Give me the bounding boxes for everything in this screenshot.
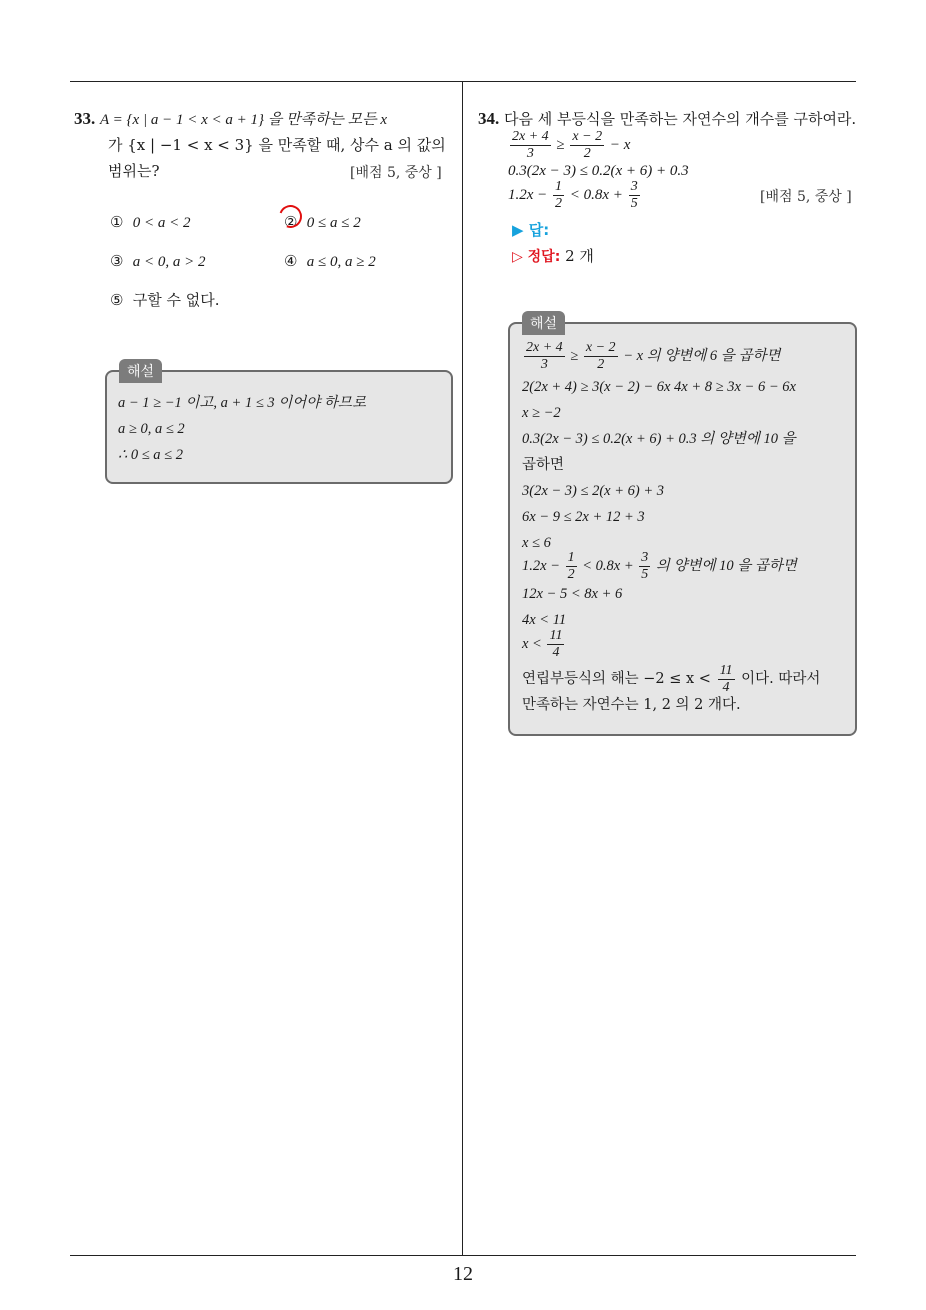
frac-denominator: 2 [567,567,575,583]
answer-label: ▶ 답: [512,221,550,239]
correct-label: ▷ 정답: [512,249,561,265]
page-number: 12 [453,1263,473,1285]
q33-text-1: A = {x | a − 1 < x < a + 1} 을 만족하는 모든 x [100,112,388,128]
frac-numerator: 3 [641,550,649,566]
frac-denominator: 4 [552,645,560,661]
frac-numerator: 11 [719,662,733,678]
choice-mark: ⑤ [110,291,124,309]
frac-denominator: 2 [583,146,591,162]
q33-solution-line-1: a − 1 ≥ −1 이고, a + 1 ≤ 3 이어야 하므로 [118,395,366,411]
q34-solution-tag: 해설 [522,311,565,335]
q33-line-1 [74,109,387,130]
frac-denominator: 3 [526,146,534,162]
q33-number: 33. [74,109,96,128]
ineq-pre: x < [522,636,542,652]
column-divider [462,82,463,1256]
choice-text: a < 0, a > 2 [132,254,206,270]
q33-solution-tag: 해설 [119,359,162,383]
choice-mark: ④ [284,252,298,270]
frac-numerator: 3 [630,179,638,195]
q34-sol-line-3: x ≥ −2 [522,405,561,421]
choice-text: 0 < a < 2 [132,215,191,231]
ineq-pre: 1.2x − [522,558,560,574]
frac-denominator: 3 [540,357,548,373]
ineq-op: < 0.8x + [569,187,623,203]
frac-numerator: 1 [555,179,563,195]
frac-denominator: 5 [630,196,638,212]
frac-denominator: 5 [641,567,649,583]
choice-text: a ≤ 0, a ≥ 2 [306,254,376,270]
top-rule [70,81,856,82]
q34-sol-line-4: 0.3(2x − 3) ≤ 0.2(x + 6) + 0.3 의 양변에 10 을 [522,431,796,447]
q34-sol-line-5: 곱하면 [522,457,565,473]
q34-number: 34. [478,109,500,128]
choice-mark: ② [284,213,298,231]
q33-solution-line-3: ∴ 0 ≤ a ≤ 2 [118,447,184,463]
ineq-tail: − x [609,137,631,153]
q34-sol-line-6: 3(2x − 3) ≤ 2(x + 6) + 3 [522,483,664,499]
q33-choice-4[interactable] [284,252,376,271]
q34-score: [배점 5, 중상 ] [760,189,852,205]
q34-sol-line-12 [522,627,566,661]
q34-sol-line-8: x ≤ 6 [522,535,551,551]
bottom-rule [70,1255,856,1256]
q34-sol-line-1 [522,339,780,373]
q33-choice-5[interactable] [110,289,220,310]
q34-sol-line-7: 6x − 9 ≤ 2x + 12 + 3 [522,509,645,525]
frac-numerator: x − 2 [585,340,616,356]
choice-mark: ③ [110,252,124,270]
q34-title: 다음 세 부등식을 만족하는 자연수의 개수를 구하여라. [504,110,857,128]
q34-answer-row[interactable] [512,220,549,240]
q33-choice-1[interactable] [110,213,191,232]
q34-correct-row [512,246,594,267]
sol-tail: 의 양변에 10 을 곱하면 [655,558,797,574]
q34-sol-line-13 [522,662,820,696]
frac-numerator: x − 2 [572,129,603,145]
correct-value: 2 개 [565,247,594,265]
sol-tail: 이다. 따라서 [741,671,821,687]
q34-sol-line-11: 4x < 11 [522,612,567,628]
frac-numerator: 2x + 4 [526,340,563,356]
q34-sol-line-2: 2(2x + 4) ≥ 3(x − 2) − 6x 4x + 8 ≥ 3x − 6 − 6x [522,379,796,395]
frac-denominator: 2 [555,196,563,212]
choice-text: 구할 수 없다. [132,291,220,309]
frac-numerator: 11 [549,628,563,644]
ineq-pre: 1.2x − [508,187,548,203]
sol-tail: − x 의 양변에 6 을 곱하면 [623,348,781,364]
sol-pre: 연립부등식의 해는 −2 ≤ x < [522,671,711,687]
frac-numerator: 2x + 4 [512,129,549,145]
ineq-op: ≥ [570,348,579,364]
choice-mark: ① [110,213,124,231]
frac-denominator: 2 [597,357,605,373]
ineq-op: ≥ [556,137,565,153]
q34-sol-line-10: 12x − 5 < 8x + 6 [522,586,623,602]
q33-text-3: 범위는? [108,162,160,180]
q33-choice-3[interactable] [110,252,206,271]
q34-sol-line-14: 만족하는 자연수는 1, 2 의 2 개다. [522,697,741,713]
q34-sol-line-9 [522,549,797,583]
q34-title-line [478,109,856,129]
ineq-op: < 0.8x + [582,558,634,574]
q34-ineq-1 [508,128,630,162]
q33-text-2: 가 {x | −1 < x < 3} 을 만족할 때, 상수 a 의 값의 [108,136,446,154]
frac-denominator: 4 [722,679,730,695]
q33-solution-line-2: a ≥ 0, a ≤ 2 [118,421,185,437]
q33-score: [배점 5, 중상 ] [350,165,442,181]
q34-ineq-3 [508,178,642,212]
choice-text: 0 ≤ a ≤ 2 [306,215,361,231]
frac-numerator: 1 [567,550,575,566]
q34-ineq-2: 0.3(2x − 3) ≤ 0.2(x + 6) + 0.3 [508,163,689,179]
